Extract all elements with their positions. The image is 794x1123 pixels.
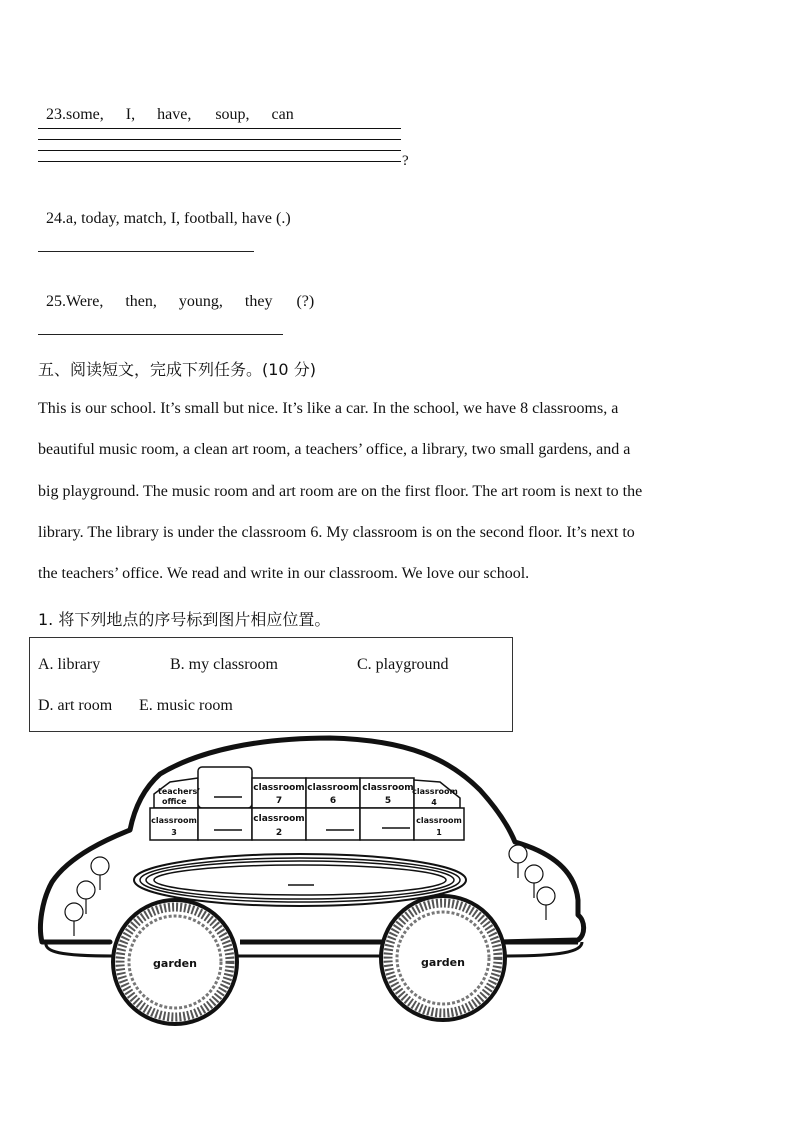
- room-label: 2: [275, 828, 283, 838]
- reading-passage: [38, 388, 768, 594]
- word: can: [271, 106, 294, 123]
- school-car-diagram: [30, 730, 600, 1030]
- question-25: [38, 275, 314, 311]
- question-23: [38, 88, 294, 124]
- word: then,: [125, 293, 157, 310]
- answer-line[interactable]: [38, 128, 401, 129]
- word: (?): [296, 293, 315, 310]
- options-box: [29, 637, 513, 732]
- room-label: teachers’: [158, 787, 201, 796]
- word: some,: [66, 106, 104, 123]
- word: soup,: [215, 106, 250, 123]
- room-label: classroom: [253, 814, 305, 824]
- option-d: D. art room: [38, 697, 113, 714]
- garden-label: garden: [153, 957, 197, 970]
- room-label: classroom: [151, 816, 197, 825]
- word: they: [244, 293, 273, 310]
- garden-label: garden: [421, 956, 465, 969]
- passage-line: big playground. The music room and art room are on the first floor. The art room is next to the: [38, 482, 643, 500]
- question-text: a, today, match, I, football, have (.): [66, 210, 291, 227]
- question-number: 25.: [46, 293, 66, 310]
- room-blank-bottom-1: [198, 808, 252, 840]
- room-blank-top: [198, 767, 252, 808]
- room-label: classroom: [253, 783, 305, 793]
- passage-line: This is our school. It’s small but nice. It’s like a car. In the school, we have 8 classrooms, a: [38, 400, 619, 417]
- room-label: classroom: [412, 787, 458, 796]
- option-b: B. my classroom: [170, 656, 278, 673]
- room-label: 7: [275, 796, 283, 806]
- room-label: 5: [384, 796, 392, 806]
- question-number: 23.: [46, 106, 66, 123]
- section-heading: 五、阅读短文，完成下列任务。(10 分): [38, 360, 316, 379]
- task-instruction: 1. 将下列地点的序号标到图片相应位置。: [38, 610, 331, 629]
- answer-line[interactable]: [38, 139, 401, 140]
- garden-wheel-left: [113, 900, 237, 1024]
- room-blank-bottom-3: [360, 808, 414, 840]
- word: I,: [125, 106, 136, 123]
- word: young,: [178, 293, 223, 310]
- room-label: classroom: [307, 783, 359, 793]
- room-label: classroom: [362, 783, 414, 793]
- passage-line: library. The library is under the classroom 6. My classroom is on the second floor. It’s next to: [38, 523, 635, 541]
- end-mark: ?: [402, 153, 409, 169]
- answer-line[interactable]: [38, 334, 283, 335]
- room-label: 3: [171, 828, 177, 837]
- room-label: office: [162, 797, 187, 806]
- answer-line[interactable]: [38, 161, 401, 162]
- garden-wheel-right: [381, 896, 505, 1020]
- room-label: 1: [436, 828, 442, 837]
- answer-line[interactable]: [38, 150, 401, 151]
- option-a: A. library: [38, 656, 101, 673]
- room-label: 4: [431, 798, 437, 807]
- room-label: 6: [329, 796, 337, 806]
- passage-line: beautiful music room, a clean art room, a teachers’ office, a library, two small gardens, and a: [38, 441, 631, 459]
- option-c: C. playground: [357, 656, 449, 673]
- room-label: classroom: [416, 816, 462, 825]
- answer-line[interactable]: [38, 251, 254, 252]
- room-blank-bottom-2: [306, 808, 360, 840]
- question-24: [38, 192, 291, 228]
- option-e: E. music room: [139, 697, 233, 714]
- word: have,: [157, 106, 192, 123]
- question-number: 24.: [46, 210, 66, 227]
- passage-line: the teachers’ office. We read and write in our classroom. We love our school.: [38, 565, 530, 583]
- word: Were,: [66, 293, 104, 310]
